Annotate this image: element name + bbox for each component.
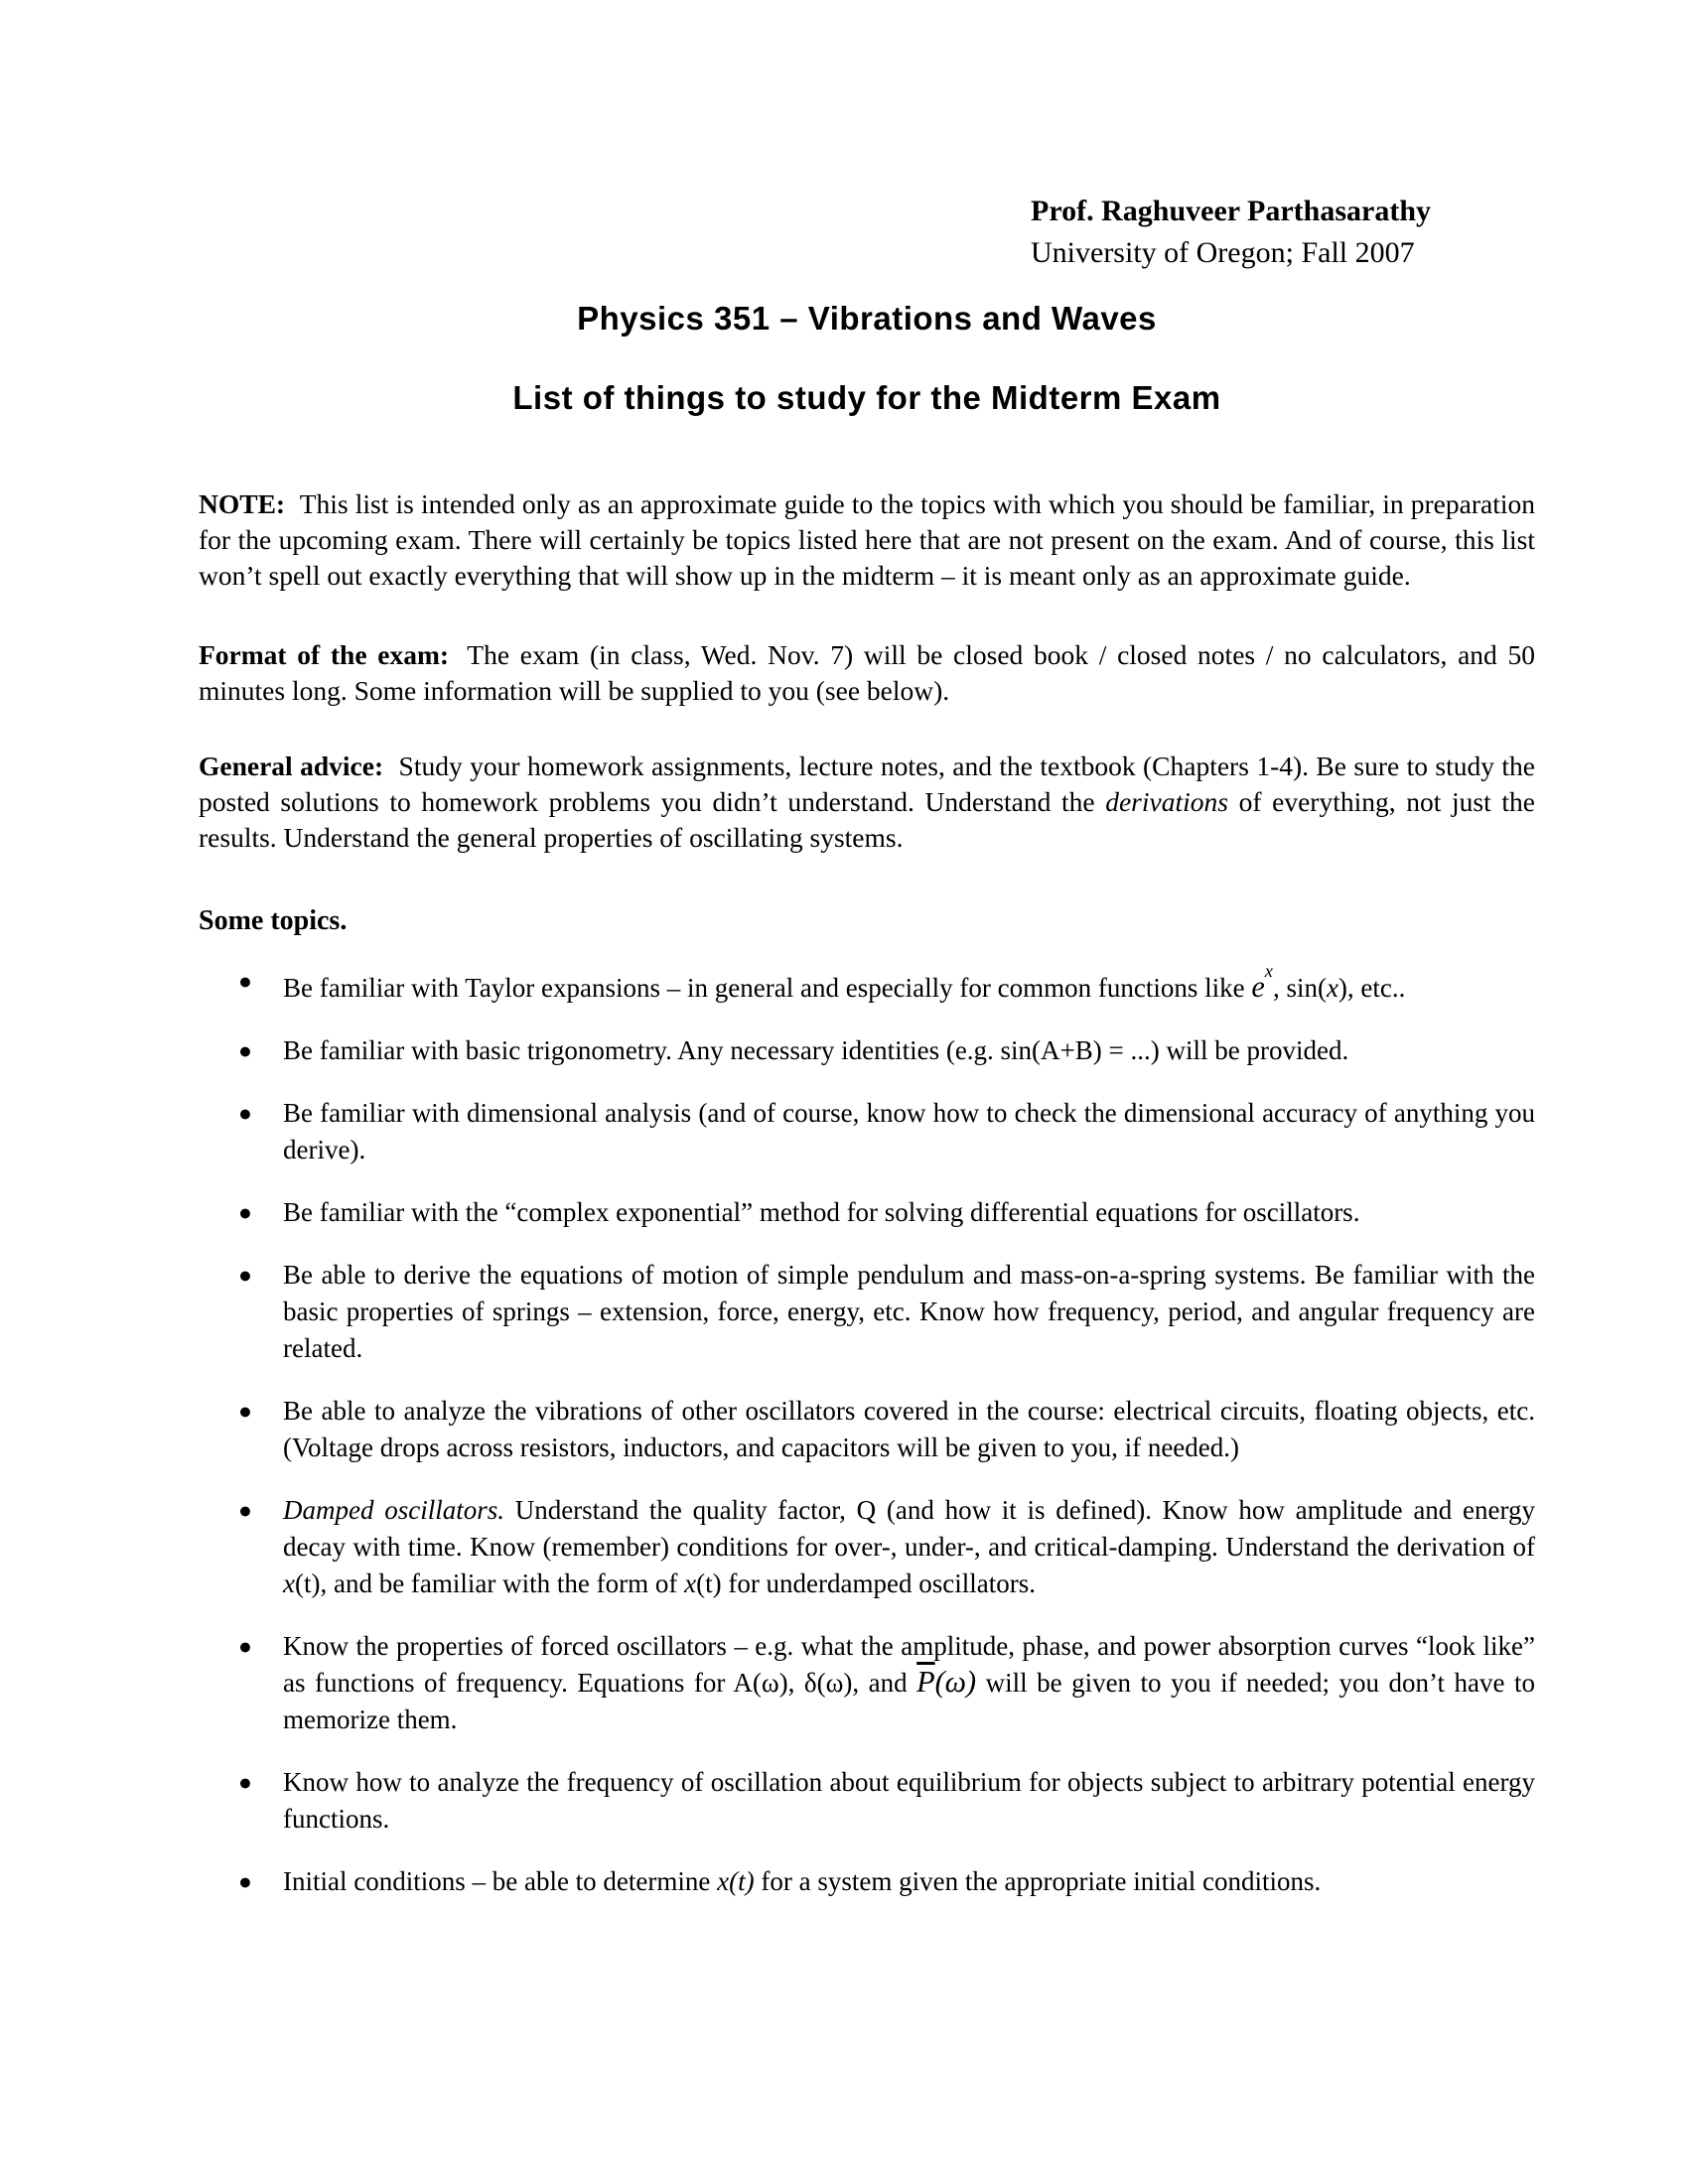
document-title: List of things to study for the Midterm Exam [512, 379, 1221, 416]
course-title: Physics 351 – Vibrations and Waves [577, 300, 1157, 337]
general-advice-paragraph [199, 749, 1535, 856]
list-item [199, 1032, 1535, 1069]
topic-text-part: (t), and be familiar with the form of [294, 1569, 685, 1598]
list-item [199, 1492, 1535, 1602]
list-item [199, 1194, 1535, 1231]
topic-text-part: Be familiar with basic trigonometry. Any necessary identities (e.g. sin(A+B) = ...) will be provided. [283, 1035, 1349, 1065]
list-item [199, 1257, 1535, 1367]
note-paragraph [199, 486, 1535, 594]
topic-text-part: , sin( [1272, 973, 1327, 1003]
topic-math-power-bar: $\overline{P}$ [916, 1665, 935, 1699]
list-item [199, 1393, 1535, 1466]
topic-text-part: will be given to you if needed; you don’t have to memorize them. [283, 1668, 1535, 1734]
exam-format-label: Format of the exam: [199, 639, 450, 670]
bullet-icon: ● [238, 1770, 252, 1795]
bullet-icon: ● [238, 969, 252, 994]
topic-text [283, 1257, 1535, 1367]
topic-text-part: (t) for underdamped oscillators. [696, 1569, 1036, 1598]
bullet-icon: ● [238, 1200, 252, 1225]
topic-text-part: Be familiar with the “complex exponential” method for solving differential equations for oscillators. [283, 1197, 1360, 1227]
list-item [199, 1628, 1535, 1738]
bullet-icon: ● [238, 1399, 252, 1424]
topic-text-part: Know how to analyze the frequency of oscillation about equilibrium for objects subject to arbitrary potential energy functions. [283, 1767, 1535, 1834]
exam-format-body: The exam (in class, Wed. Nov. 7) will be closed book / closed notes / no calculators, and 50 minutes long. Some information will be supplied to you (see below). [199, 639, 1535, 706]
bullet-icon: ● [238, 1038, 252, 1063]
topic-text-part: Be able to analyze the vibrations of other oscillators covered in the course: electrical circuits, floating objects, etc. (Voltage drops across resistors, inductors, and capacitors will be given to you, if needed.) [283, 1396, 1535, 1462]
topic-text-part: Initial conditions – be able to determine [283, 1866, 718, 1896]
topics-heading: Some topics. [199, 905, 348, 936]
topic-text [283, 1863, 1535, 1900]
note-body: This list is intended only as an approximate guide to the topics with which you should be familiar, in preparation for the upcoming exam. There will certainly be topics listed here that are not present on the exam. And of course, this list won’t spell out exactly everything that will show up in the midterm – it is meant only as an approximate guide. [199, 488, 1535, 591]
topic-text-part: Understand the quality factor, Q (and how it is defined). Know how amplitude and energy decay with time. Know (remember) conditions for over-, under-, and critical-damping. Understand the derivation of [283, 1495, 1535, 1562]
list-item [199, 1863, 1535, 1900]
topic-text-part: Be familiar with dimensional analysis (and of course, know how to check the dimensional accuracy of anything you derive). [283, 1098, 1535, 1164]
topic-text-part: ), etc.. [1337, 973, 1406, 1003]
affiliation: University of Oregon; Fall 2007 [1031, 236, 1415, 269]
topic-text [283, 1393, 1535, 1466]
bullet-icon: ● [238, 1263, 252, 1288]
topic-text [283, 1032, 1535, 1069]
list-item [199, 1095, 1535, 1168]
topic-text-part: Be familiar with Taylor expansions – in general and especially for common functions like [283, 973, 1252, 1003]
bullet-icon: ● [238, 1498, 252, 1523]
topic-text [283, 1194, 1535, 1231]
general-advice-body-1: Study your homework assignments, lecture notes, and the textbook (Chapters 1-4). Be sure to study the posted solutions to homework problems you didn’t understand. Understand the [199, 751, 1535, 817]
topic-italic-lead: Damped oscillators. [283, 1495, 504, 1525]
topic-math-omega-arg: (ω) [934, 1665, 977, 1699]
topic-text-part: Be able to derive the equations of motion of simple pendulum and mass-on-a-spring systems. Be familiar with the basic properties of springs – extension, force, energy, etc. Know how frequency, period, and angular frequency are related. [283, 1260, 1535, 1363]
topic-text-part: for a system given the appropriate initial conditions. [754, 1866, 1322, 1896]
list-item [199, 1764, 1535, 1838]
topic-text [283, 1095, 1535, 1168]
bullet-icon: ● [238, 1869, 252, 1894]
topic-text [283, 1764, 1535, 1838]
topic-text [283, 1628, 1535, 1738]
topic-math-e: e [1251, 970, 1265, 1004]
topic-math-x: x [283, 1569, 295, 1598]
list-item [199, 960, 1535, 1007]
topic-text [283, 1492, 1535, 1602]
topic-math-x: x [684, 1569, 697, 1598]
general-advice-label: General advice: [199, 751, 384, 781]
bullet-icon: ● [238, 1101, 252, 1126]
topic-math-xt: x(t) [717, 1866, 755, 1896]
topics-list [199, 960, 1535, 1900]
topic-math-x: x [1326, 973, 1338, 1003]
topic-text-part: Know the properties of forced oscillators – e.g. what the amplitude, phase, and power absorption curves “look like” as functions of frequency. Equations for A(ω), δ(ω), and [283, 1631, 1535, 1698]
general-advice-body-2: of everything, not just the results. Understand the general properties of oscillating systems. [199, 786, 1535, 853]
general-advice-italic-word: derivations [1105, 786, 1228, 817]
topic-text [283, 960, 1535, 1007]
note-label: NOTE: [199, 488, 286, 519]
topic-math-exponent: x [1264, 960, 1273, 981]
bullet-icon: ● [238, 1634, 252, 1659]
header-block [1031, 191, 1431, 274]
exam-format-paragraph [199, 637, 1535, 709]
author-name: Prof. Raghuveer Parthasarathy [1031, 195, 1432, 227]
